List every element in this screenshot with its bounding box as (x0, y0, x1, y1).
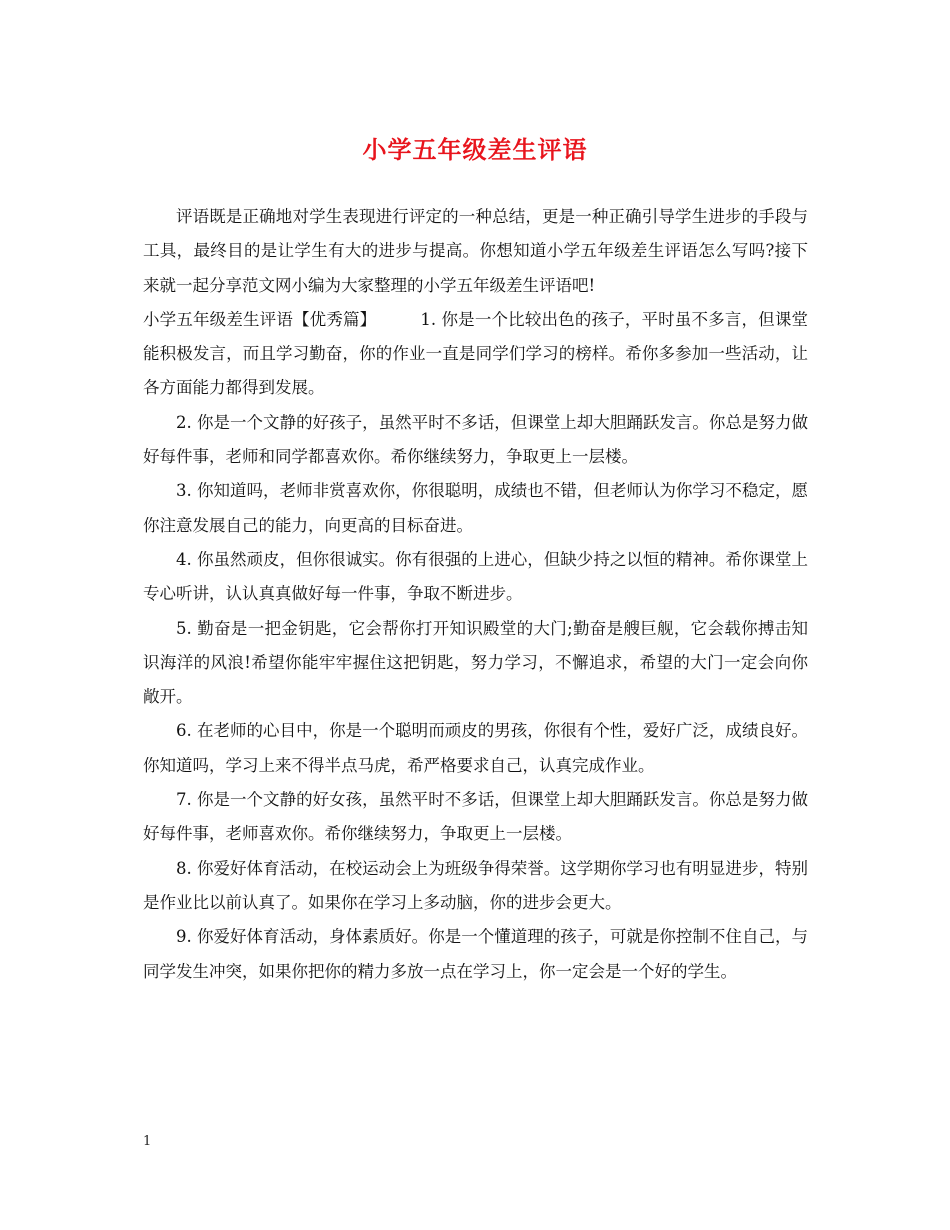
comment-item-7: 7. 你是一个文静的好女孩，虽然平时不多话，但课堂上却大胆踊跃发言。你总是努力做好每件事，老师喜欢你。希你继续努力，争取更上一层楼。 (143, 790, 808, 844)
comment-item-6: 6. 在老师的心目中，你是一个聪明而顽皮的男孩，你很有个性，爱好广泛，成绩良好。你知道吗，学习上来不得半点马虎，希严格要求自己，认真完成作业。 (143, 721, 808, 775)
comment-item-4: 4. 你虽然顽皮，但你很诚实。你有很强的上进心，但缺少持之以恒的精神。希你课堂上专心听讲，认认真真做好每一件事，争取不断进步。 (143, 549, 808, 604)
intro-paragraph: 评语既是正确地对学生表现进行评定的一种总结，更是一种正确引导学生进步的手段与工具，最终目的是让学生有大的进步与提高。你想知道小学五年级差生评语怎么写吗?接下来就一起分享范文网小编为大家整理的小学五年级差生评语吧! (143, 207, 808, 295)
page-number: 1 (143, 1134, 152, 1149)
comment-item-5: 5. 勤奋是一把金钥匙，它会帮你打开知识殿堂的大门;勤奋是艘巨舰，它会载你搏击知识海洋的风浪!希望你能牢牢握住这把钥匙，努力学习，不懈追求，希望的大门一定会向你敞开。 (143, 618, 808, 707)
comment-item-1: 1. 你是一个比较出色的孩子，平时虽不多言，但课堂能积极发言，而且学习勤奋，你的作业一直是同学们学习的榜样。希你多参加一些活动，让各方面能力都得到发展。 (143, 309, 808, 398)
document-body (143, 200, 808, 989)
comment-item-9: 9. 你爱好体育活动，身体素质好。你是一个懂道理的孩子，可就是你控制不住自己，与同学发生冲突，如果你把你的精力多放一点在学习上，你一定会是一个好的学生。 (143, 927, 808, 981)
comment-item-3: 3. 你知道吗，老师非赏喜欢你，你很聪明，成绩也不错，但老师认为你学习不稳定，愿你注意发展自己的能力，向更高的目标奋进。 (143, 481, 808, 535)
comment-item-2: 2. 你是一个文静的好孩子，虽然平时不多话，但课堂上却大胆踊跃发言。你总是努力做好每件事，老师和同学都喜欢你。希你继续努力，争取更上一层楼。 (143, 412, 808, 467)
comment-item-8: 8. 你爱好体育活动，在校运动会上为班级争得荣誉。这学期你学习也有明显进步，特别是作业比以前认真了。如果你在学习上多动脑，你的进步会更大。 (143, 858, 808, 912)
section-heading: 小学五年级差生评语【优秀篇】 (143, 309, 377, 329)
document-title: 小学五年级差生评语 (362, 135, 588, 164)
first-comment-paragraph (143, 303, 808, 406)
